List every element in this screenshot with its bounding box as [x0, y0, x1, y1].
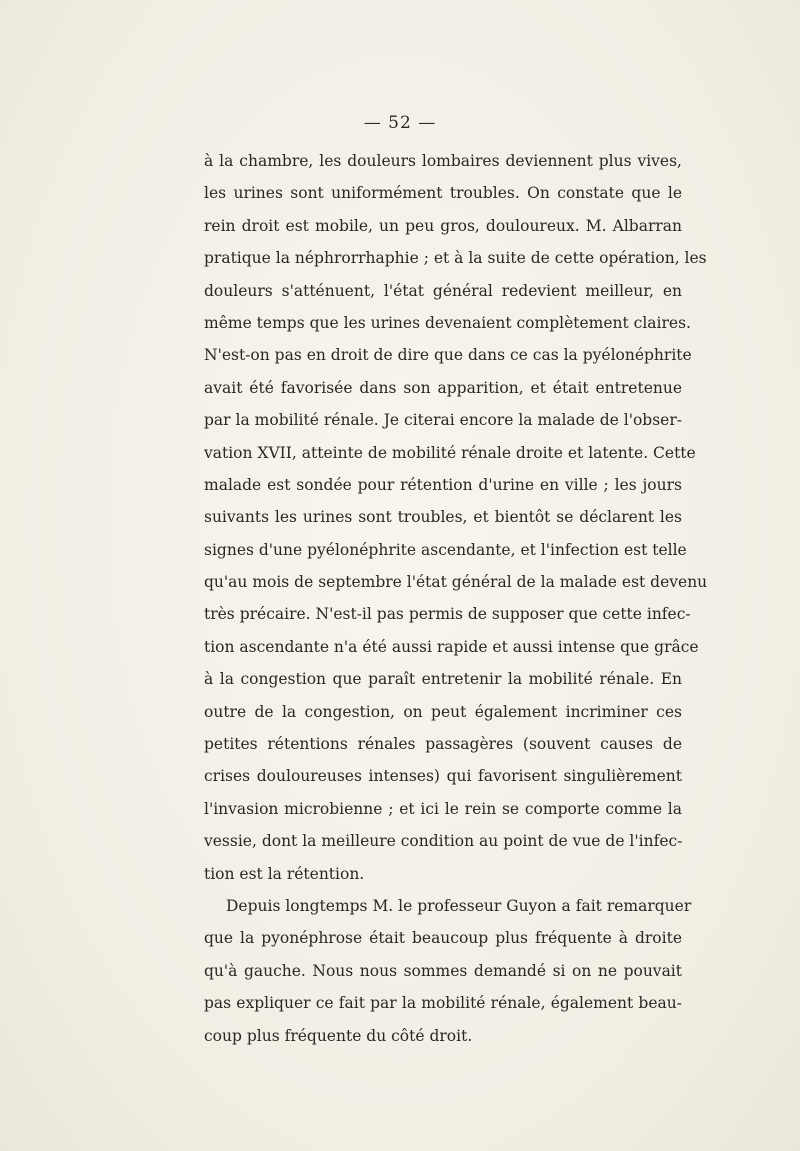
page-number: — 52 — — [363, 113, 437, 133]
text-line: N'est-on pas en droit de dire que dans ce cas la pyélonéphrite — [204, 346, 692, 365]
text-line: à la chambre, les douleurs lombaires deviennent plus vives, — [204, 152, 682, 170]
text-line: que la pyonéphrose était beaucoup plus fréquente à droite — [204, 929, 682, 948]
text-line: pratique la néphrorrhaphie ; et à la suite de cette opération, les — [204, 249, 707, 268]
text-line: même temps que les urines devenaient complètement claires. — [204, 313, 691, 332]
text-line: signes d'une pyélonéphrite ascendante, et l'infection est telle — [204, 540, 687, 559]
text-line: pas expliquer ce fait par la mobilité rénale, également beau- — [204, 994, 682, 1013]
text-line: Depuis longtemps M. le professeur Guyon a fait remarquer — [226, 896, 692, 915]
text-line: outre de la congestion, on peut également incriminer ces — [204, 702, 682, 721]
body-text — [204, 145, 708, 1052]
text-line: crises douloureuses intenses) qui favorisent singulièrement — [204, 767, 682, 786]
text-line: à la congestion que paraît entretenir la mobilité rénale. En — [204, 670, 682, 689]
text-line: très précaire. N'est-il pas permis de supposer que cette infec- — [204, 605, 691, 624]
text-line: les urines sont uniformément troubles. On constate que le — [204, 184, 682, 203]
text-line: vessie, dont la meilleure condition au point de vue de l'infec- — [204, 832, 683, 851]
text-line: qu'à gauche. Nous nous sommes demandé si on ne pouvait — [204, 961, 682, 980]
text-line: qu'au mois de septembre l'état général de la malade est devenu — [204, 573, 708, 592]
text-line: vation XVII, atteinte de mobilité rénale droite et latente. Cette — [204, 443, 696, 462]
text-line: douleurs s'atténuent, l'état général redevient meilleur, en — [204, 281, 682, 300]
text-line: l'invasion microbienne ; et ici le rein se comporte comme la — [204, 799, 682, 818]
text-line: tion ascendante n'a été aussi rapide et aussi intense que grâce — [204, 637, 699, 656]
text-line: petites rétentions rénales passagères (souvent causes de — [204, 735, 682, 754]
text-line: par la mobilité rénale. Je citerai encore la malade de l'obser- — [204, 411, 682, 430]
text-line: coup plus fréquente du côté droit. — [204, 1026, 473, 1045]
text-line: avait été favorisée dans son apparition, et était entretenue — [204, 378, 682, 397]
text-line: suivants les urines sont troubles, et bientôt se déclarent les — [204, 508, 682, 527]
paragraph-1 — [204, 145, 708, 890]
paragraph-2 — [204, 890, 692, 1052]
text-line: malade est sondée pour rétention d'urine en ville ; les jours — [204, 475, 682, 494]
text-line: rein droit est mobile, un peu gros, douloureux. M. Albarran — [204, 216, 682, 235]
text-line: tion est la rétention. — [204, 864, 365, 883]
